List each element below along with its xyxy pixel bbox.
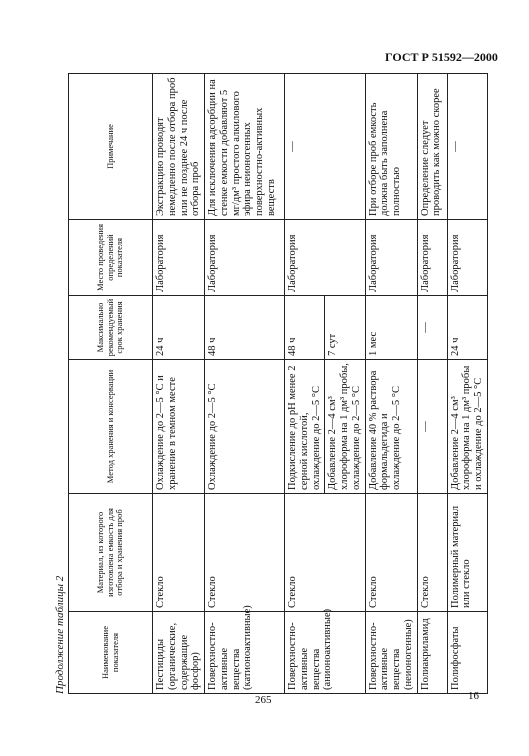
cell-place: Лаборатория [153,220,205,296]
cell-material: Стекло [205,494,285,612]
cell-term: 48 ч [285,296,325,360]
cell-material: Стекло [285,494,366,612]
table-row [205,74,285,694]
cell-note: Для исключения адсорбции на стенке емкости добавляют 5 мг/дм³ простого алкилового эфира неионогенных поверхностно-активных веществ [205,74,285,220]
cell-note: Экстракцию проводят немедленно после отбора проб или не позднее 24 ч после отбора проб [153,74,205,220]
table-row [447,74,487,694]
col-header-term: Максимально рекомендуемый срок хранения [69,296,153,360]
cell-name: Полиакриламид [417,612,447,694]
rotated-page-content [54,74,484,694]
cell-term: — [417,296,447,360]
table-caption: Продолжение таблицы 2 [54,575,66,694]
cell-note: Определение следует проводить как можно скорее [417,74,447,220]
col-header-place: Место проведения определений показателя [69,220,153,296]
cell-method: Охлаждение до 2—5 °С [205,360,285,494]
cell-method: Добавление 2—4 см³ хлороформа на 1 дм³ пробы и охлаждение до 2—5 °С [447,360,487,494]
table-wrapper [68,74,484,694]
cell-place: Лаборатория [285,220,366,296]
cell-method: Охлаждение до 2—5 °С и хранение в темном месте [153,360,205,494]
cell-name: Поверхностно-активные вещества (анионоактивные) [285,612,366,694]
table-row [417,74,447,694]
side-page-number: 16 [468,690,479,702]
cell-term: 48 ч [205,296,285,360]
cell-note: При отборе проб емкость должна быть заполнена полностью [365,74,417,220]
cell-term: 1 мес [365,296,417,360]
cell-place: Лаборатория [417,220,447,296]
col-header-note: Примечание [69,74,153,220]
page-number: 265 [255,694,272,706]
col-header-name: Наименование показателя [69,612,153,694]
cell-name: Поверхностно-активные вещества (катионоактивные) [205,612,285,694]
cell-name: Пестициды (органические, содержащие фосфор) [153,612,205,694]
cell-place: Лаборатория [205,220,285,296]
cell-name: Полифосфаты [447,612,487,694]
cell-method: Добавление 40 % раствора формальдегида и охлаждение до 2—5 °С [365,360,417,494]
cell-material: Стекло [365,494,417,612]
document-id: ГОСТ Р 51592—2000 [385,50,498,64]
cell-place: Лаборатория [447,220,487,296]
storage-table [68,73,488,694]
cell-method: Подкисление до pH менее 2 серной кислотой, охлаждение до 2—5 °С [285,360,325,494]
cell-place: Лаборатория [365,220,417,296]
table-row [285,74,325,694]
cell-method: Добавление 2—4 см³ хлороформа на 1 дм³ пробы, охлаждение до 2—5 °С [325,360,365,494]
cell-term: 24 ч [153,296,205,360]
cell-method: — [417,360,447,494]
cell-term: 24 ч [447,296,487,360]
cell-note: — [285,74,366,220]
cell-material: Полимерный материал или стекло [447,494,487,612]
cell-term: 7 сут [325,296,365,360]
table-row [153,74,205,694]
table-row [365,74,417,694]
cell-material: Стекло [417,494,447,612]
col-header-method: Метод хранения и консервации [69,360,153,494]
cell-material: Стекло [153,494,205,612]
cell-note: — [447,74,487,220]
table-header-row [69,74,153,694]
col-header-material: Материал, из которого изготовлена емкость для отбора и хранения проб [69,494,153,612]
cell-name: Поверхностно-активные вещества (неионогенные) [365,612,417,694]
